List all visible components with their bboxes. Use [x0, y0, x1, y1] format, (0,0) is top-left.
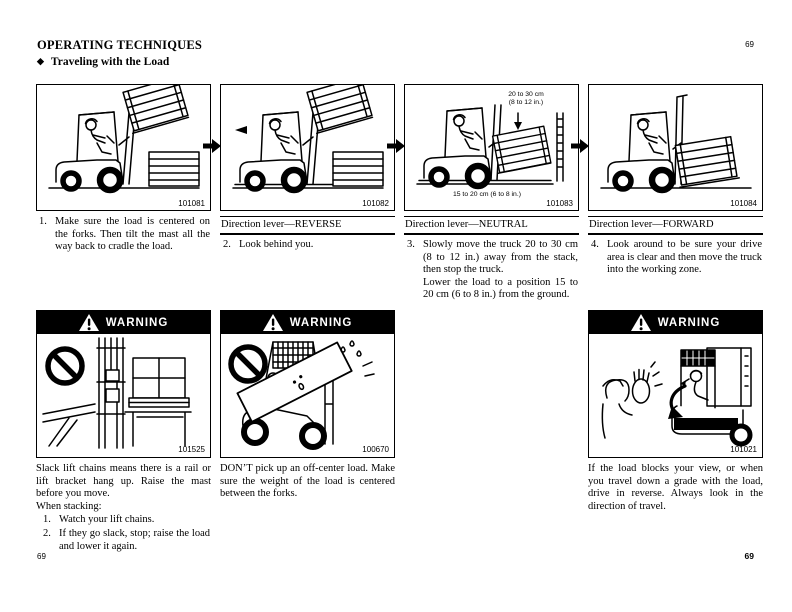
figure-panel-101081	[36, 84, 211, 211]
flow-arrow-icon	[387, 139, 405, 153]
step-caption-3: 3. Slowly move the truck 20 to 30 cm (8 to 12 in.) away from the stack, then stop the truck. Lower the load to a position 15 to 20 cm (6 to 8 in.) from the ground.	[407, 239, 578, 301]
figure-number: 100670	[362, 445, 389, 454]
forklift-look-behind-illustration	[221, 85, 394, 208]
drive-in-reverse-illustration	[589, 334, 762, 456]
distance-annotation-bottom: 15 to 20 cm (6 to 8 in.)	[452, 191, 521, 198]
forklift-drive-forward-illustration	[589, 85, 762, 208]
warning-list-item: 2. If they go slack, stop; raise the load and lower it again.	[43, 527, 210, 552]
warning-text: If the load blocks your view, or when you travel down a grade with the load, drive in reverse. Always look in the direction of travel.	[588, 463, 763, 512]
warning-column-1	[36, 310, 211, 553]
off-center-load-illustration	[221, 334, 394, 456]
warning-panel-100670	[220, 310, 395, 458]
page-number-bottom-left: 69	[37, 552, 46, 561]
warning-label: WARNING	[289, 316, 353, 329]
warning-triangle-icon	[263, 314, 283, 331]
step-caption-4: 4. Look around to be sure your drive area is clear and then move the truck into the working zone.	[591, 239, 762, 276]
warning-text: When stacking:	[36, 500, 102, 512]
warning-panel-101021	[588, 310, 763, 458]
forklift-cradle-load-illustration	[37, 85, 210, 208]
warning-text: DON’T pick up an off-center load. Make sure the weight of the load is centered between the forks.	[220, 463, 395, 500]
warning-triangle-icon	[79, 314, 99, 331]
section-heading	[37, 56, 169, 68]
warning-list-item: 1. Watch your lift chains.	[43, 514, 155, 526]
page-title: OPERATING TECHNIQUES	[37, 38, 203, 52]
figure-panel-101083	[404, 84, 579, 211]
figure-number: 101082	[362, 199, 389, 208]
warning-triangle-icon	[631, 314, 651, 331]
step-column-1	[36, 84, 211, 254]
step-column-3	[404, 84, 579, 302]
warning-header	[37, 311, 210, 334]
warning-label: WARNING	[657, 316, 721, 329]
step-column-2	[220, 84, 395, 252]
figure-number: 101021	[730, 445, 757, 454]
step-caption-1: 1. Make sure the load is centered on the forks. Then tilt the mast all the way back to cradle the load.	[39, 216, 210, 253]
flow-arrow-icon	[203, 139, 221, 153]
figure-number: 101084	[730, 199, 757, 208]
warning-header	[221, 311, 394, 334]
direction-lever-label: Direction lever—NEUTRAL	[404, 216, 579, 235]
warning-column-2	[220, 310, 395, 501]
page-number-top: 69	[745, 40, 754, 49]
warning-header	[589, 311, 762, 334]
slack-chains-illustration	[37, 334, 210, 456]
figure-number: 101081	[178, 199, 205, 208]
figure-number: 101083	[546, 199, 573, 208]
section-heading-label: Traveling with the Load	[50, 56, 170, 68]
step-caption-2: 2. Look behind you.	[223, 239, 314, 250]
figure-panel-101082	[220, 84, 395, 211]
diamond-bullet-icon: ◆	[37, 56, 44, 66]
figure-number: 101525	[178, 445, 205, 454]
warning-column-3	[588, 310, 763, 513]
direction-lever-label: Direction lever—FORWARD	[588, 216, 763, 235]
figure-panel-101084	[588, 84, 763, 211]
direction-lever-label: Direction lever—REVERSE	[220, 216, 395, 235]
warning-label: WARNING	[105, 316, 169, 329]
warning-panel-101525	[36, 310, 211, 458]
flow-arrow-icon	[571, 139, 589, 153]
page-number-bottom-right: 69	[744, 551, 754, 561]
distance-annotation-top: 20 to 30 cm (8 to 12 in.)	[508, 91, 544, 106]
step-column-4	[588, 84, 763, 277]
warning-text: Slack lift chains means there is a rail or lift bracket hang up. Raise the mast before you move.	[36, 463, 211, 500]
